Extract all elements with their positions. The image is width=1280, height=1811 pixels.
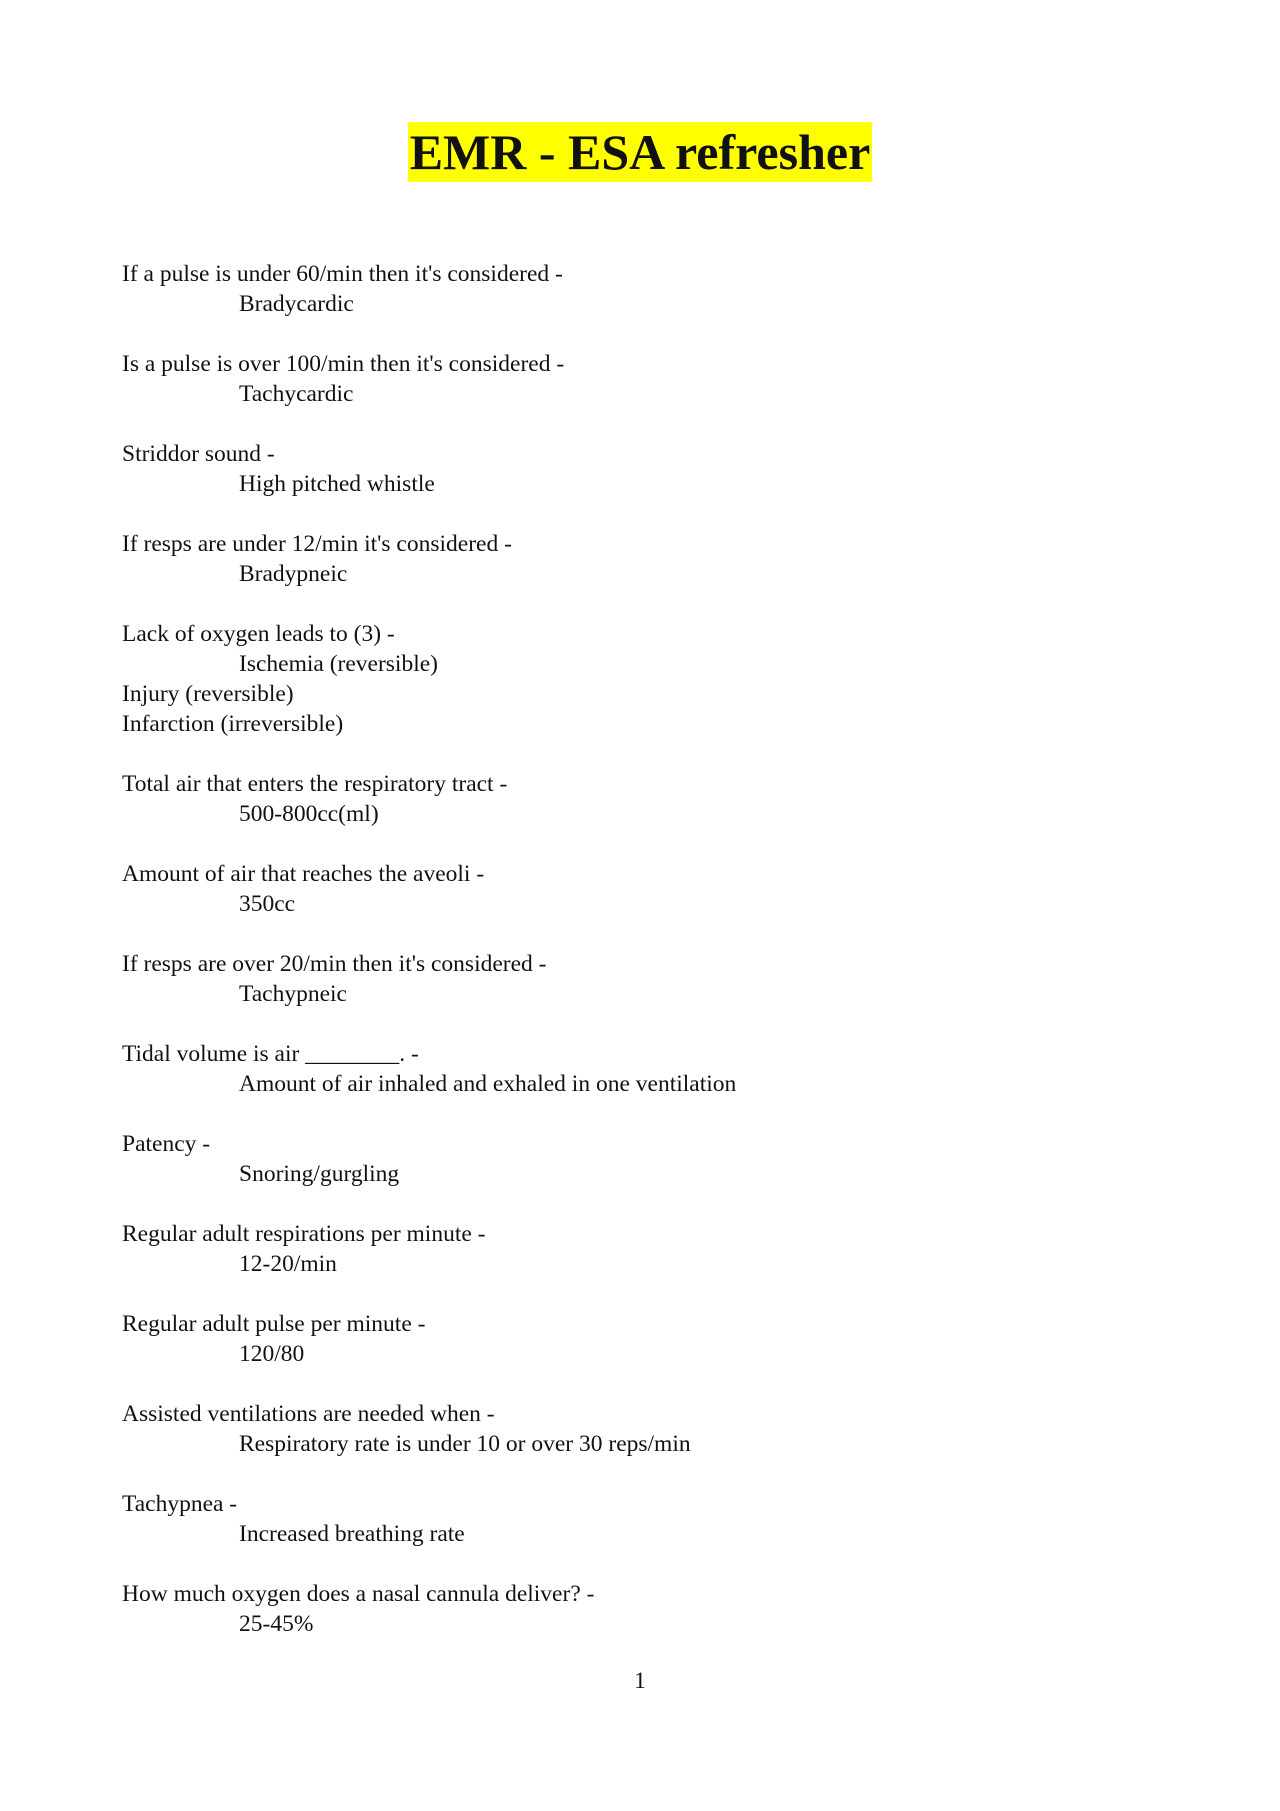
question: If a pulse is under 60/min then it's considered - — [122, 261, 563, 287]
qa-item — [122, 349, 1162, 409]
page-number: 1 — [634, 1668, 646, 1694]
qa-list — [122, 259, 1162, 1669]
qa-item — [122, 1309, 1162, 1369]
question: Regular adult pulse per minute - — [122, 1311, 426, 1337]
answer-continuation: Injury (reversible) — [122, 681, 294, 707]
qa-item — [122, 1579, 1162, 1639]
qa-item — [122, 1129, 1162, 1189]
qa-item — [122, 439, 1162, 499]
answer: Tachypneic — [239, 981, 347, 1007]
answer: 25-45% — [239, 1611, 314, 1637]
question: Striddor sound - — [122, 441, 275, 467]
question: If resps are over 20/min then it's considered - — [122, 951, 547, 977]
question: Patency - — [122, 1131, 211, 1157]
answer-continuation: Infarction (irreversible) — [122, 711, 344, 737]
question: Lack of oxygen leads to (3) - — [122, 621, 395, 647]
title-wrap — [0, 122, 1280, 182]
answer: 500-800cc(ml) — [239, 801, 379, 827]
question: Regular adult respirations per minute - — [122, 1221, 486, 1247]
question: Total air that enters the respiratory tract - — [122, 771, 508, 797]
answer: 350cc — [239, 891, 296, 917]
question: Assisted ventilations are needed when - — [122, 1401, 495, 1427]
question: How much oxygen does a nasal cannula deliver? - — [122, 1581, 595, 1607]
answer: 12-20/min — [239, 1251, 337, 1277]
question: Is a pulse is over 100/min then it's considered - — [122, 351, 565, 377]
question: Tidal volume is air ________. - — [122, 1041, 419, 1067]
qa-item — [122, 859, 1162, 919]
qa-item — [122, 529, 1162, 589]
question: Tachypnea - — [122, 1491, 238, 1517]
answer: Respiratory rate is under 10 or over 30 reps/min — [239, 1431, 691, 1457]
answer: Snoring/gurgling — [239, 1161, 400, 1187]
qa-item — [122, 949, 1162, 1009]
qa-item — [122, 259, 1162, 319]
answer: 120/80 — [239, 1341, 305, 1367]
qa-item — [122, 619, 1162, 739]
qa-item — [122, 1039, 1162, 1099]
qa-item — [122, 1399, 1162, 1459]
qa-item — [122, 769, 1162, 829]
qa-item — [122, 1219, 1162, 1279]
answer: Bradycardic — [239, 291, 354, 317]
question: If resps are under 12/min it's considered - — [122, 531, 512, 557]
answer: Ischemia (reversible) — [239, 651, 438, 677]
question: Amount of air that reaches the aveoli - — [122, 861, 485, 887]
answer: Tachycardic — [239, 381, 354, 407]
answer: Bradypneic — [239, 561, 348, 587]
qa-item — [122, 1489, 1162, 1549]
answer: Increased breathing rate — [239, 1521, 465, 1547]
answer: Amount of air inhaled and exhaled in one ventilation — [239, 1071, 737, 1097]
document-title: EMR - ESA refresher — [409, 124, 871, 180]
answer: High pitched whistle — [239, 471, 435, 497]
